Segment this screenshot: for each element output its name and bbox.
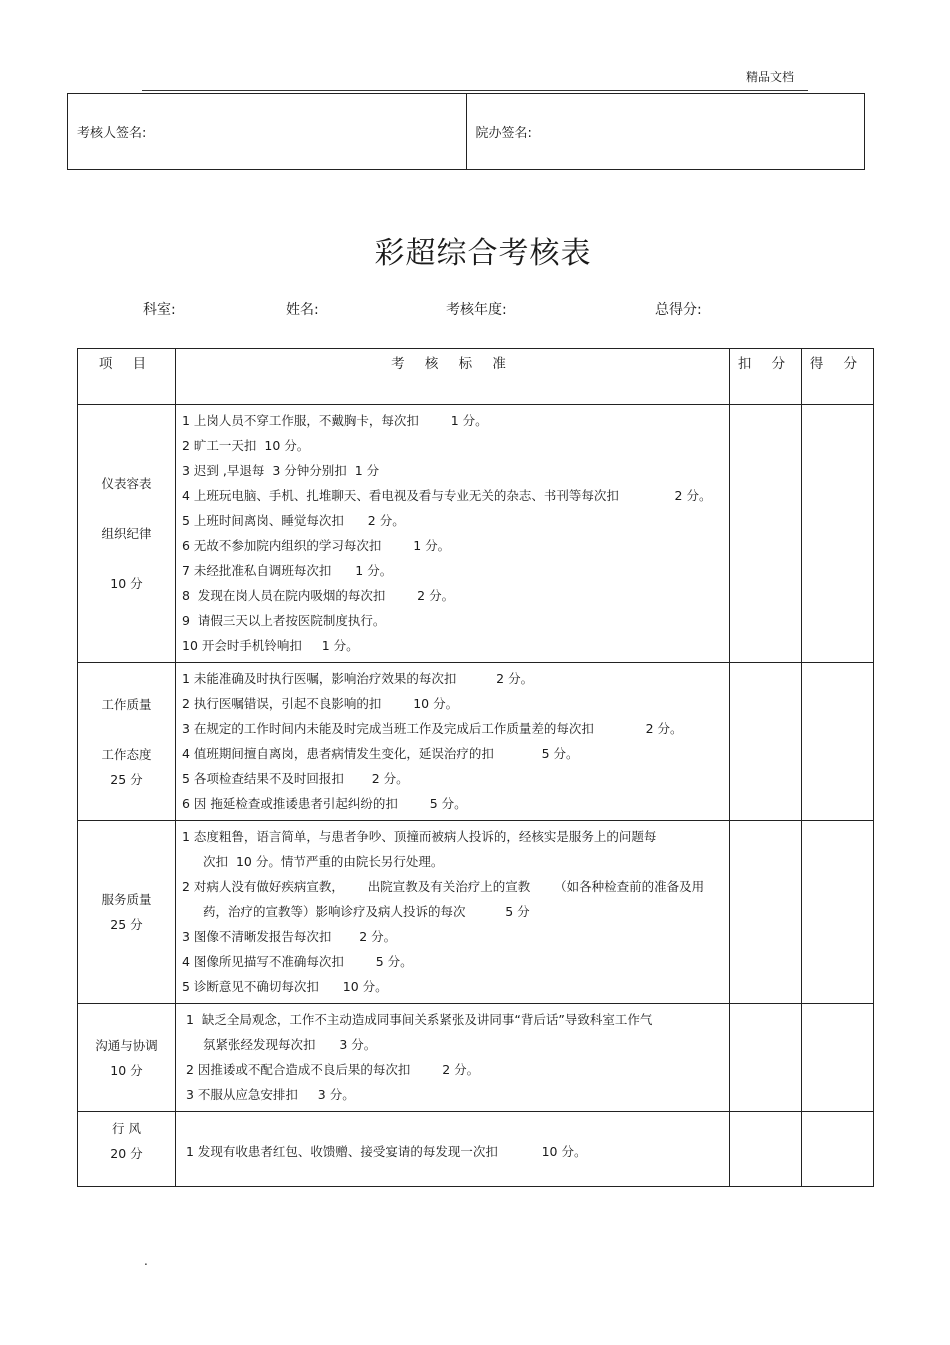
criteria-item: 1 态度粗鲁，语言简单，与患者争吵、顶撞而被病人投诉的，经核实是服务上的问题每 — [182, 829, 657, 844]
column-header-score: 得 分 — [802, 349, 874, 405]
category-score: 10 分 — [110, 576, 143, 591]
year-label: 考核年度: — [446, 302, 507, 318]
category-score: 25 分 — [110, 771, 143, 787]
category-score: 20 分 — [110, 1146, 143, 1161]
column-header-standard: 考 核 标 准 — [176, 349, 730, 405]
criteria-item: 9 请假三天以上者按医院制度执行。 — [182, 613, 386, 628]
criteria-item: 6 无故不参加院内组织的学习每次扣 1 分。 — [182, 538, 451, 553]
criteria-item: 1 缺乏全局观念，工作不主动造成同事间关系紧张及讲同事“背后话”导致科室工作气 — [182, 1012, 653, 1027]
category-line: 仪表容表 — [101, 476, 152, 491]
criteria-item: 4 上班玩电脑、手机、扎堆聊天、看电视及看与专业无关的杂志、书刊等每次扣 2 分。 — [182, 488, 712, 503]
table-row — [78, 405, 874, 663]
category-line: 服务质量 — [101, 892, 152, 907]
criteria-item: 2 执行医嘱错误，引起不良影响的扣 10 分。 — [182, 696, 459, 711]
criteria-item: 7 未经批准私自调班每次扣 1 分。 — [182, 563, 393, 578]
column-header-item: 项 目 — [78, 349, 176, 405]
signature-table — [67, 93, 865, 170]
table-row — [78, 1112, 874, 1187]
criteria-cell — [176, 405, 730, 663]
category-cell — [78, 1112, 176, 1187]
score-cell[interactable] — [802, 1112, 874, 1187]
category-line: 工作态度 — [101, 746, 152, 762]
criteria-item: 3 图像不清晰发报告每次扣 2 分。 — [182, 929, 397, 944]
table-header-row — [78, 349, 874, 405]
table-row — [78, 821, 874, 1004]
total-score-label: 总得分: — [655, 302, 702, 318]
category-score: 25 分 — [110, 917, 143, 932]
table-row — [78, 663, 874, 821]
criteria-item: 2 对病人没有做好疾病宣教， 出院宣教及有关治疗上的宣教 （如各种检查前的准备及用 — [182, 879, 705, 894]
category-line: 工作质量 — [101, 696, 152, 712]
deduct-cell[interactable] — [730, 1112, 802, 1187]
deduct-cell[interactable] — [730, 821, 802, 1004]
criteria-item: 2 旷工一天扣 10 分。 — [182, 438, 310, 453]
category-cell — [78, 1004, 176, 1112]
criteria-cell — [176, 1112, 730, 1187]
table-row — [78, 1004, 874, 1112]
criteria-item: 1 未能准确及时执行医嘱，影响治疗效果的每次扣 2 分。 — [182, 671, 534, 686]
category-cell — [78, 821, 176, 1004]
assessor-signature-field[interactable]: 考核人签名: — [77, 126, 147, 141]
column-header-deduct: 扣 分 — [730, 349, 802, 405]
criteria-cell — [176, 1004, 730, 1112]
criteria-item: 1 上岗人员不穿工作服，不戴胸卡，每次扣 1 分。 — [182, 413, 488, 428]
criteria-item-continuation: 次扣 10 分。情节严重的由院长另行处理。 — [203, 854, 444, 869]
criteria-item: 8 发现在岗人员在院内吸烟的每次扣 2 分。 — [182, 588, 455, 603]
category-cell — [78, 405, 176, 663]
category-score: 10 分 — [110, 1062, 143, 1078]
score-cell[interactable] — [802, 1004, 874, 1112]
name-label: 姓名: — [286, 302, 319, 318]
category-cell — [78, 663, 176, 821]
criteria-item-continuation: 氛紧张经发现每次扣 3 分。 — [203, 1037, 377, 1052]
score-cell[interactable] — [802, 663, 874, 821]
score-cell[interactable] — [802, 405, 874, 663]
deduct-cell[interactable] — [730, 663, 802, 821]
criteria-item-continuation: 药，治疗的宣教等）影响诊疗及病人投诉的每次 5 分 — [203, 904, 530, 919]
criteria-item: 1 发现有收患者红包、收馈赠、接受宴请的每发现一次扣 10 分。 — [182, 1144, 587, 1159]
document-title: 彩超综合考核表 — [374, 236, 592, 271]
criteria-item: 2 因推诿或不配合造成不良后果的每次扣 2 分。 — [182, 1062, 480, 1077]
criteria-cell — [176, 663, 730, 821]
category-line: 组织纪律 — [101, 526, 152, 541]
criteria-item: 5 上班时间离岗、睡觉每次扣 2 分。 — [182, 513, 405, 528]
assessment-table — [77, 348, 874, 1187]
page-watermark-label: 精品文档 — [746, 70, 795, 84]
criteria-item: 5 各项检查结果不及时回报扣 2 分。 — [182, 771, 409, 786]
criteria-item: 4 值班期间擅自离岗，患者病情发生变化，延误治疗的扣 5 分。 — [182, 746, 579, 761]
criteria-cell — [176, 821, 730, 1004]
criteria-item: 3 在规定的工作时间内未能及时完成当班工作及完成后工作质量差的每次扣 2 分。 — [182, 721, 683, 736]
criteria-item: 10 开会时手机铃响扣 1 分。 — [182, 638, 359, 653]
footer-dot: . — [144, 1254, 148, 1268]
header-rule — [142, 90, 808, 91]
category-line: 行 风 — [112, 1121, 141, 1136]
criteria-item: 3 迟到 ,早退每 3 分钟分别扣 1 分 — [182, 463, 380, 478]
score-cell[interactable] — [802, 821, 874, 1004]
deduct-cell[interactable] — [730, 1004, 802, 1112]
criteria-item: 6 因 拖延检查或推诿患者引起纠纷的扣 5 分。 — [182, 796, 467, 811]
criteria-item: 5 诊断意见不确切每次扣 10 分。 — [182, 979, 388, 994]
criteria-item: 3 不服从应急安排扣 3 分。 — [182, 1087, 355, 1102]
deduct-cell[interactable] — [730, 405, 802, 663]
department-label: 科室: — [143, 302, 176, 318]
category-line: 沟通与协调 — [95, 1037, 158, 1053]
criteria-item: 4 图像所见描写不准确每次扣 5 分。 — [182, 954, 413, 969]
office-signature-field[interactable]: 院办签名: — [466, 94, 865, 169]
